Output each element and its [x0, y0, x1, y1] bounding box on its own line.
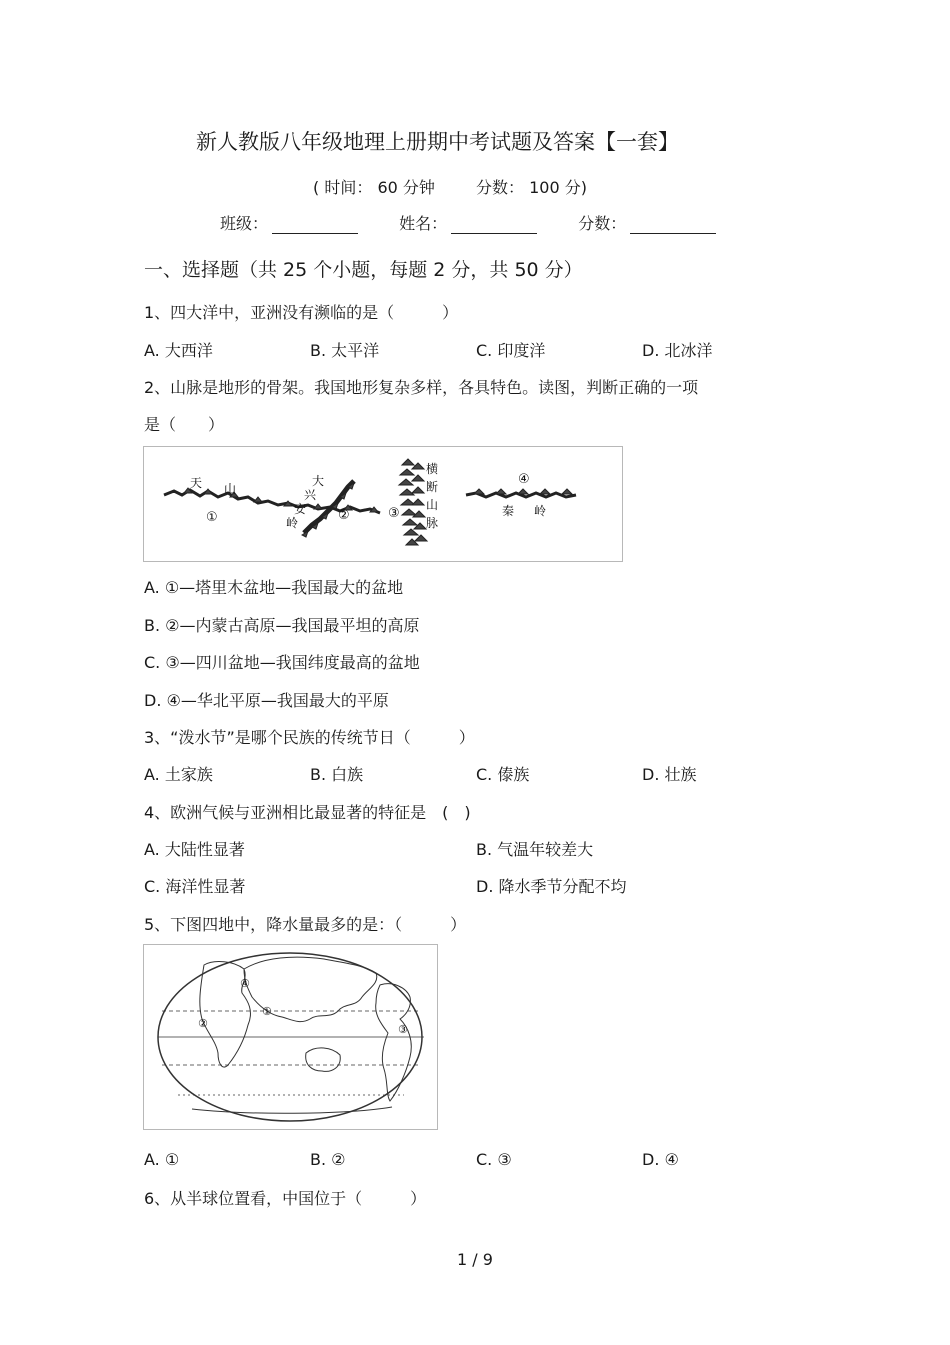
marker-3: ③: [388, 506, 400, 521]
map-marker-4: ④: [240, 977, 250, 990]
name-blank[interactable]: [451, 215, 537, 234]
question-3-option-d[interactable]: D. 壮族: [642, 765, 697, 784]
label-mai: 脉: [426, 516, 439, 530]
question-4-option-c[interactable]: C. 海洋性显著: [144, 877, 246, 896]
section-heading: 一、选择题（共 25 个小题，每题 2 分，共 50 分）: [144, 259, 583, 281]
label-ling-2: 岭: [534, 504, 547, 518]
label-heng: 横: [426, 462, 439, 476]
question-3-option-c[interactable]: C. 傣族: [476, 765, 530, 784]
question-2-stem-line2: 是（ ）: [144, 415, 225, 434]
map-marker-3: ③: [398, 1023, 408, 1036]
question-2-stem-line1: 2、山脉是地形的骨架。我国地形复杂多样，各具特色。读图，判断正确的一项: [144, 378, 699, 397]
question-5-option-d[interactable]: D. ④: [642, 1150, 679, 1169]
question-5-option-a[interactable]: A. ①: [144, 1150, 180, 1169]
class-blank[interactable]: [272, 215, 358, 234]
question-4-option-b[interactable]: B. 气温年较差大: [476, 840, 594, 859]
class-field[interactable]: 班级：: [220, 211, 358, 234]
score-blank[interactable]: [630, 215, 716, 234]
question-3-stem: 3、“泼水节”是哪个民族的传统节日（ ）: [144, 728, 475, 747]
mountain-range-figure: [143, 446, 623, 562]
label-shan-2: 山: [426, 498, 439, 512]
mountain-range-diagram: [144, 447, 622, 561]
exam-total-score: 分数： 100 分): [476, 178, 587, 197]
marker-4: ④: [518, 472, 530, 487]
question-3-option-b[interactable]: B. 白族: [310, 765, 364, 784]
label-da: 大: [312, 474, 325, 488]
question-6-stem: 6、从半球位置看，中国位于（ ）: [144, 1189, 427, 1208]
label-ling-1: 岭: [286, 516, 299, 530]
question-2-option-c[interactable]: C. ③—四川盆地—我国纬度最高的盆地: [144, 653, 420, 672]
hengduan-chain: [399, 459, 427, 545]
question-1-stem: 1、四大洋中，亚洲没有濒临的是（ ）: [144, 303, 459, 322]
question-2-option-a[interactable]: A. ①—塔里木盆地—我国最大的盆地: [144, 578, 404, 597]
label-tian: 天: [190, 476, 203, 490]
question-2-option-b[interactable]: B. ②—内蒙古高原—我国最平坦的高原: [144, 616, 420, 635]
label-qin: 秦: [502, 504, 515, 518]
question-1-option-a[interactable]: A. 大西洋: [144, 341, 213, 360]
question-1-option-d[interactable]: D. 北冰洋: [642, 341, 713, 360]
question-5-stem: 5、下图四地中，降水量最多的是：（ ）: [144, 915, 467, 934]
marker-1: ①: [206, 510, 218, 525]
page-title: 新人教版八年级地理上册期中考试题及答案【一套】: [196, 130, 679, 154]
label-duan: 断: [426, 480, 439, 494]
name-field[interactable]: 姓名：: [399, 211, 537, 234]
americas-outline: [376, 984, 412, 1101]
exam-meta: [0, 175, 900, 198]
exam-time: ( 时间： 60 分钟: [313, 178, 435, 197]
question-4-option-d[interactable]: D. 降水季节分配不均: [476, 877, 627, 896]
marker-2: ②: [338, 508, 350, 523]
australia-outline: [306, 1048, 341, 1071]
world-map-figure: [143, 944, 438, 1130]
label-shan-1: 山: [224, 482, 237, 496]
question-3-option-a[interactable]: A. 土家族: [144, 765, 213, 784]
question-5-option-c[interactable]: C. ③: [476, 1150, 512, 1169]
page-number: 1 / 9: [457, 1250, 493, 1269]
question-1-option-b[interactable]: B. 太平洋: [310, 341, 380, 360]
label-xing: 兴: [304, 488, 317, 502]
question-4-stem: 4、欧洲气候与亚洲相比最显著的特征是 ( ): [144, 803, 471, 822]
map-marker-2: ②: [198, 1017, 208, 1030]
score-field[interactable]: 分数：: [578, 211, 716, 234]
student-info: [220, 211, 752, 234]
question-2-option-d[interactable]: D. ④—华北平原—我国最大的平原: [144, 691, 389, 710]
map-marker-1: ①: [262, 1005, 272, 1018]
question-1-option-c[interactable]: C. 印度洋: [476, 341, 546, 360]
question-5-option-b[interactable]: B. ②: [310, 1150, 346, 1169]
question-4-option-a[interactable]: A. 大陆性显著: [144, 840, 245, 859]
label-an: 安: [294, 502, 307, 516]
world-map: [144, 945, 437, 1129]
